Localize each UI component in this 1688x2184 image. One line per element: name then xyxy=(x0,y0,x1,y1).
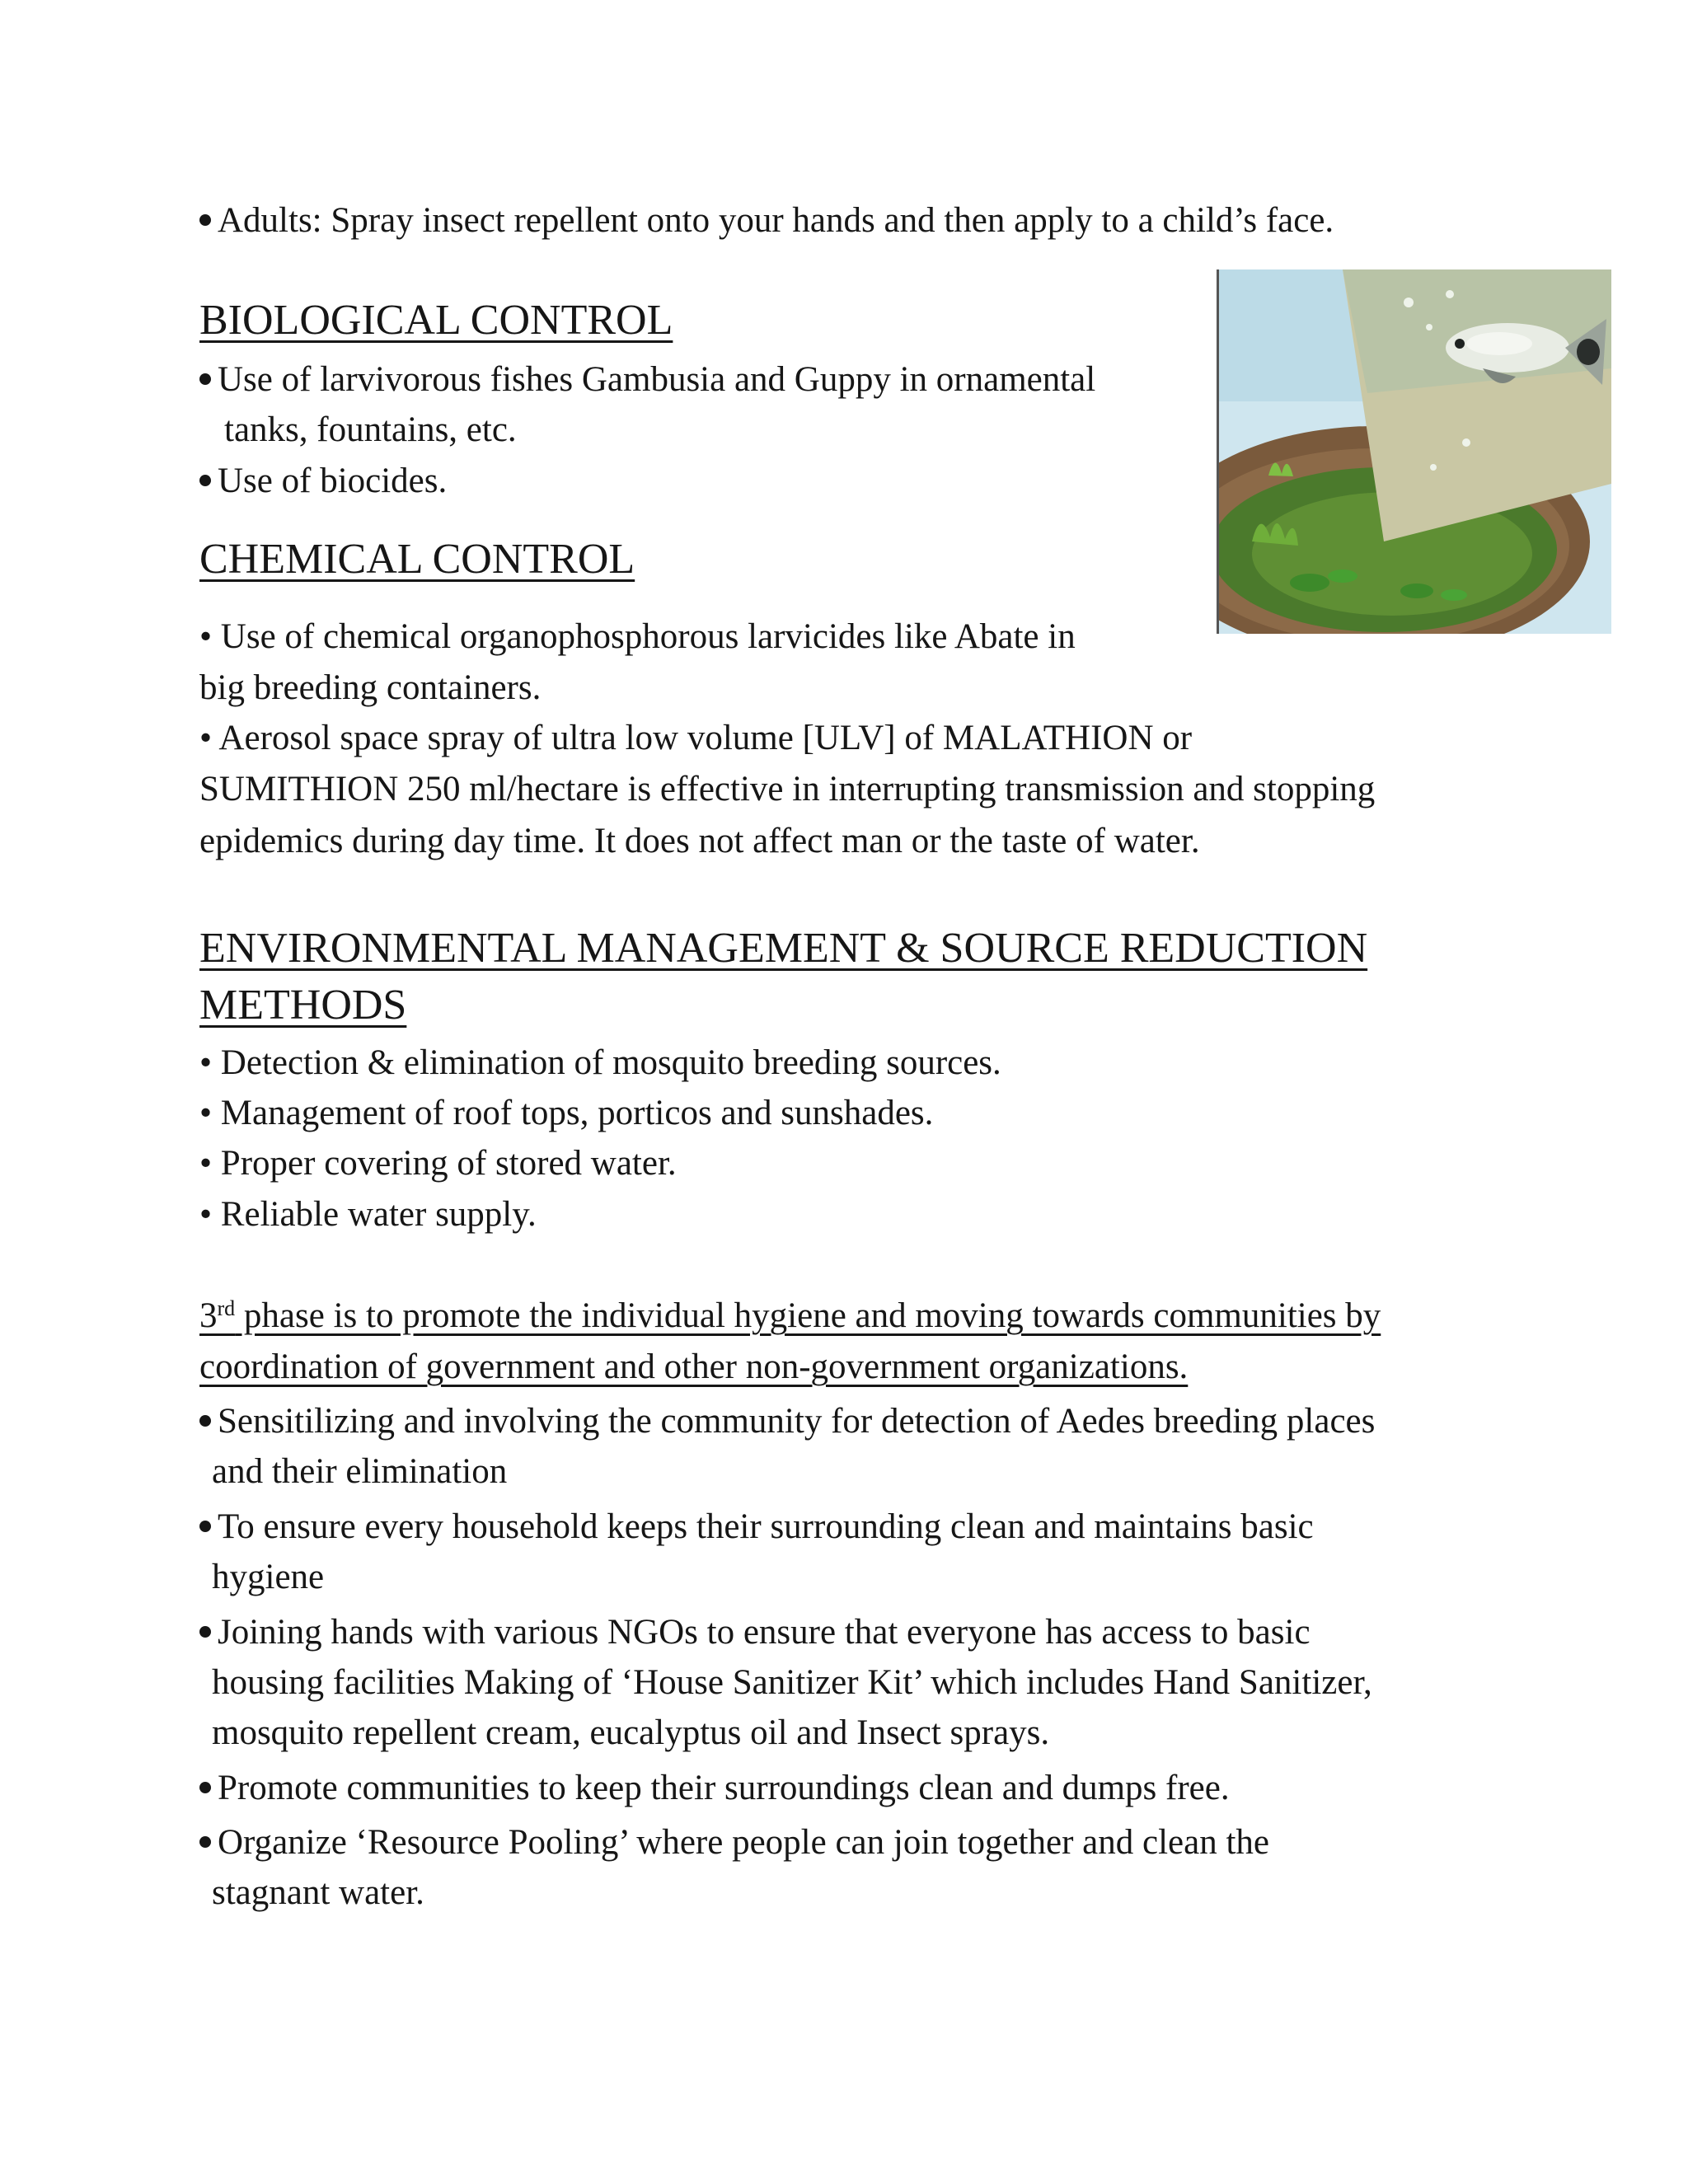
phase3-bullet-5-continued: stagnant water. xyxy=(212,1873,424,1912)
chemical-item-1-continued: big breeding containers. xyxy=(199,668,542,707)
biological-item-1 xyxy=(199,354,1095,405)
adults-text: Adults: Spray insect repellent onto your hands and then apply to a child’s face. xyxy=(218,201,1334,240)
environmental-item-4: • Reliable water supply. xyxy=(199,1195,537,1234)
chemical-item-2-continued-1: SUMITHION 250 ml/hectare is effective in interrupting transmission and stopping xyxy=(199,770,1376,808)
chemical-control-heading: CHEMICAL CONTROL xyxy=(199,536,635,583)
adults-bullet xyxy=(199,195,1334,246)
phase3-bullet-3-continued-1: housing facilities Making of ‘House Sanitizer Kit’ which includes Hand Sanitizer, xyxy=(212,1663,1372,1702)
phase3-intro xyxy=(199,1291,1381,1342)
phase3-intro-continued: coordination of government and other non-government organizations. xyxy=(199,1347,1189,1386)
environmental-item-1: • Detection & elimination of mosquito breeding sources. xyxy=(199,1043,1001,1082)
phase3-bullet-1-continued: and their elimination xyxy=(212,1452,508,1491)
bullet-icon xyxy=(199,373,211,385)
bullet-icon xyxy=(199,475,211,486)
phase3-bullet-4-text: Promote communities to keep their surroundings clean and dumps free. xyxy=(218,1769,1230,1807)
bullet-icon xyxy=(199,1782,211,1793)
phase3-intro-text: phase is to promote the individual hygiene and moving towards communities by xyxy=(235,1296,1381,1335)
biological-control-heading: BIOLOGICAL CONTROL xyxy=(199,297,673,344)
phase3-bullet-5 xyxy=(199,1817,1269,1868)
bullet-icon xyxy=(199,214,211,226)
chemical-item-2-continued-2: epidemics during day time. It does not affect man or the taste of water. xyxy=(199,822,1200,860)
phase3-bullet-4 xyxy=(199,1763,1230,1814)
bullet-icon xyxy=(199,1521,211,1532)
phase3-bullet-2 xyxy=(199,1502,1314,1553)
phase3-bullet-2-continued: hygiene xyxy=(212,1558,325,1596)
phase3-bullet-5-text: Organize ‘Resource Pooling’ where people can join together and clean the xyxy=(218,1823,1269,1862)
phase3-bullet-3-text: Joining hands with various NGOs to ensure that everyone has access to basic xyxy=(218,1613,1311,1652)
phase3-bullet-1 xyxy=(199,1396,1375,1447)
biological-item-2 xyxy=(199,456,447,507)
biological-item-1-text: Use of larvivorous fishes Gambusia and Guppy in ornamental xyxy=(218,360,1096,399)
phase3-bullet-3 xyxy=(199,1607,1311,1658)
chemical-item-1: • Use of chemical organophosphorous larvicides like Abate in xyxy=(199,617,1076,656)
environmental-heading-continued: METHODS xyxy=(199,982,407,1029)
phase3-ordinal-suffix: rd xyxy=(217,1296,236,1320)
phase3-ordinal-number: 3 xyxy=(199,1296,218,1335)
phase3-bullet-2-text: To ensure every household keeps their surrounding clean and maintains basic xyxy=(218,1507,1314,1546)
environmental-item-2: • Management of roof tops, porticos and sunshades. xyxy=(199,1094,934,1132)
biological-item-2-text: Use of biocides. xyxy=(218,462,448,500)
biological-item-1-continued: tanks, fountains, etc. xyxy=(224,410,517,449)
guppy-pond-illustration xyxy=(1217,269,1611,634)
bullet-icon xyxy=(199,1415,211,1427)
environmental-heading: ENVIRONMENTAL MANAGEMENT & SOURCE REDUCTION xyxy=(199,925,1368,972)
chemical-item-2: • Aerosol space spray of ultra low volume [ULV] of MALATHION or xyxy=(199,719,1193,757)
phase3-bullet-3-continued-2: mosquito repellent cream, eucalyptus oil and Insect sprays. xyxy=(212,1713,1050,1752)
bullet-icon xyxy=(199,1626,211,1638)
phase3-bullet-1-text: Sensitilizing and involving the community for detection of Aedes breeding places xyxy=(218,1402,1376,1441)
environmental-item-3: • Proper covering of stored water. xyxy=(199,1144,677,1183)
bullet-icon xyxy=(199,1836,211,1848)
